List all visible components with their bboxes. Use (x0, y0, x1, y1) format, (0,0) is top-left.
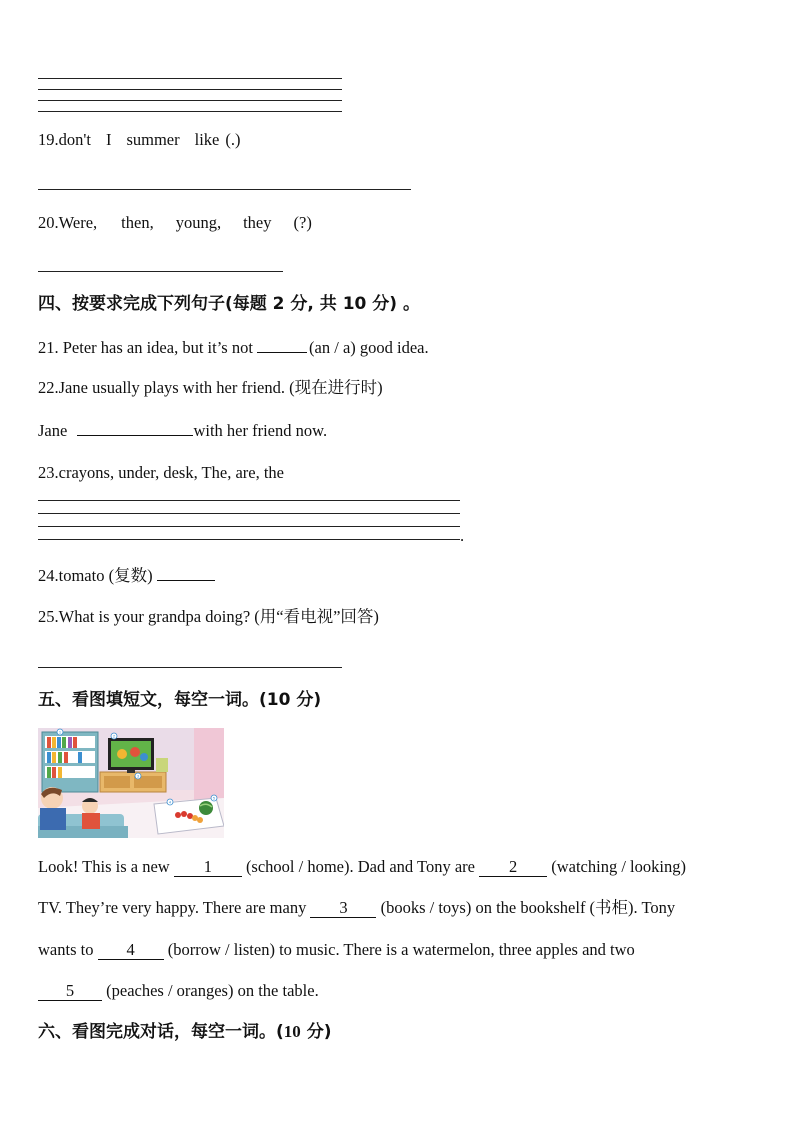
answer-line[interactable] (38, 271, 283, 272)
end-mark: . (460, 526, 465, 545)
question-19 (38, 130, 240, 150)
passage-line-3: wants to 4 (borrow / listen) to music. There is a watermelon, three apples and two (38, 940, 635, 959)
question-24: 24.tomato (复数) (38, 566, 215, 586)
answer-line (38, 100, 342, 101)
section-5-title: 五、看图填短文，每空一词。(10 分) (38, 690, 322, 710)
section-6-title: 六、看图完成对话，每空一词。(10 分) (38, 1022, 332, 1042)
word: I (105, 130, 112, 149)
label-1: 1 (58, 729, 62, 735)
word: then, (121, 213, 154, 232)
question-20 (38, 213, 312, 233)
answer-line[interactable] (38, 539, 460, 540)
section-4-title: 四、按要求完成下列句子(每题 2 分, 共 10 分) 。 (38, 294, 420, 314)
label-5: 5 (212, 795, 216, 801)
answer-line[interactable] (38, 513, 460, 514)
answer-line[interactable] (38, 667, 342, 668)
answer-line (38, 78, 342, 79)
question-21: 21. Peter has an idea, but it’s not (an / a) good idea. (38, 338, 429, 357)
question-22-answer: Jane with her friend now. (38, 421, 328, 440)
answer-blank-3[interactable]: 3 (310, 899, 376, 918)
question-number: 19. (38, 130, 59, 149)
answer-blank-2[interactable]: 2 (479, 858, 547, 877)
answer-blank-5[interactable]: 5 (38, 982, 102, 1001)
word: (.) (225, 130, 241, 149)
word: like (194, 130, 220, 149)
word: (?) (293, 213, 312, 232)
answer-blank[interactable] (157, 580, 215, 581)
living-room-illustration (38, 728, 224, 838)
label-2: 2 (112, 733, 116, 739)
passage-line-1: Look! This is a new 1 (school / home). Dad and Tony are 2 (watching / looking) (38, 857, 686, 876)
question-25: 25.What is your grandpa doing? (用“看电视”回答) (38, 607, 379, 626)
question-22: 22.Jane usually plays with her friend. (现在进行时) (38, 378, 383, 397)
answer-blank[interactable] (77, 435, 193, 436)
answer-line (38, 89, 342, 90)
word: young, (175, 213, 222, 232)
answer-line[interactable] (38, 189, 411, 190)
passage-line-4: 5 (peaches / oranges) on the table. (38, 981, 319, 1001)
label-4: 4 (168, 799, 172, 805)
word: summer (126, 130, 180, 149)
answer-blank[interactable] (257, 352, 307, 353)
word: Were, (58, 213, 98, 232)
answer-blank-1[interactable]: 1 (174, 858, 242, 877)
answer-line[interactable] (38, 500, 460, 501)
living-room-picture (38, 728, 224, 838)
label-3: 3 (136, 773, 140, 779)
answer-line (38, 111, 342, 112)
answer-blank-4[interactable]: 4 (98, 941, 164, 960)
answer-line[interactable] (38, 526, 460, 527)
word: they (243, 213, 272, 232)
passage-line-2: TV. They’re very happy. There are many 3 (books / toys) on the bookshelf (书柜). Tony (38, 898, 676, 917)
word: don't (58, 130, 91, 149)
question-23: 23.crayons, under, desk, The, are, the (38, 463, 284, 482)
question-number: 20. (38, 213, 59, 232)
